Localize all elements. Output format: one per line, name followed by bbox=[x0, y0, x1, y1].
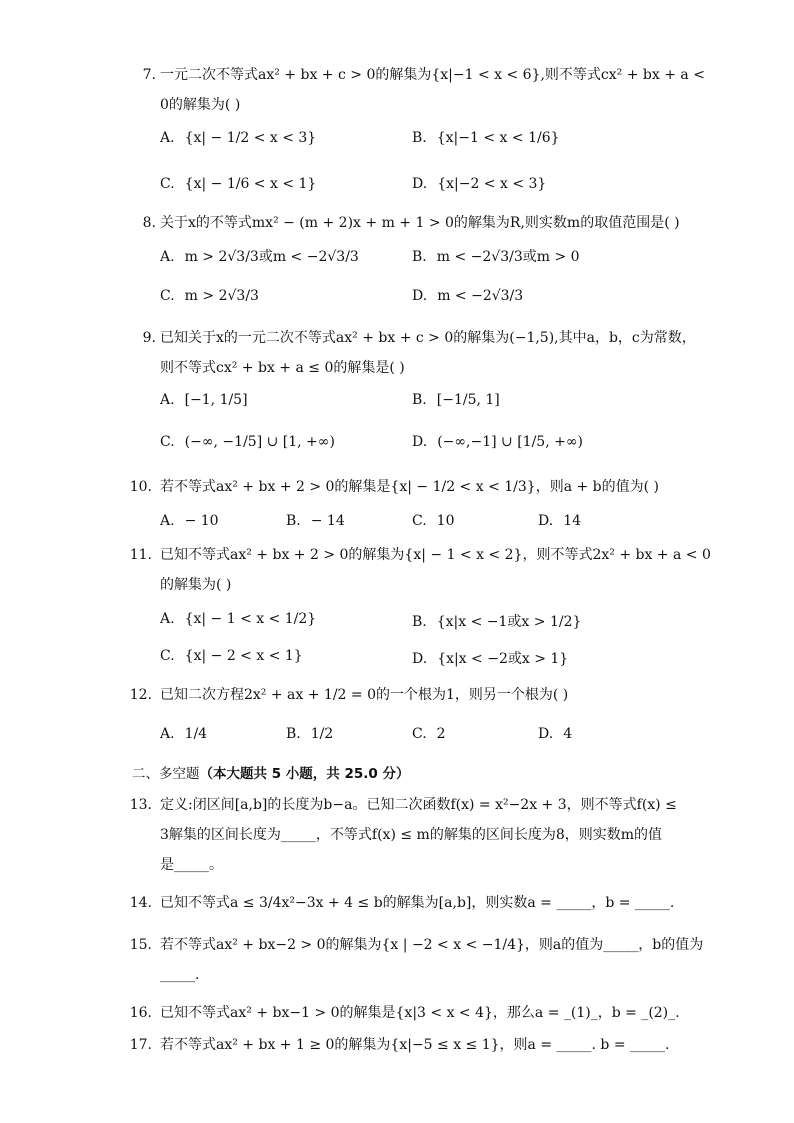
question-number: 7. bbox=[142, 67, 156, 83]
stem-line: 已知不等式a ≤ 3/4x²−3x + 4 ≤ b的解集为[a,b]，则实数a = _____，b = _____. bbox=[160, 895, 675, 911]
option-b[interactable]: B. 1/2 bbox=[286, 726, 334, 742]
question-stem bbox=[160, 998, 680, 1028]
option-d[interactable]: D. {x|−2 < x < 3} bbox=[412, 176, 547, 192]
option-c[interactable]: C. {x| − 2 < x < 1} bbox=[160, 648, 303, 664]
option-b[interactable]: B. {x|x < −1或x > 1/2} bbox=[412, 614, 582, 630]
option-c[interactable]: C. {x| − 1/6 < x < 1} bbox=[160, 176, 317, 192]
option-d[interactable]: D. (−∞,−1] ∪ [1/5, +∞) bbox=[412, 434, 583, 450]
option-c[interactable]: C. 2 bbox=[412, 726, 446, 742]
stem-line: 若不等式ax² + bx−2 > 0的解集为{x | −2 < x < −1/4}，则a的值为_____，b的值为 bbox=[160, 937, 704, 953]
section-heading bbox=[132, 762, 410, 782]
question-number: 13. bbox=[129, 797, 152, 813]
question-stem bbox=[160, 540, 711, 600]
stem-line: 则不等式cx² + bx + a ≤ 0的解集是( ) bbox=[160, 360, 405, 376]
stem-line: 是_____。 bbox=[160, 857, 223, 873]
stem-line: 已知二次方程2x² + ax + 1/2 = 0的一个根为1，则另一个根为( ) bbox=[160, 687, 569, 703]
question-stem bbox=[160, 60, 705, 120]
section-title: 二、多空题 bbox=[132, 766, 200, 782]
stem-line: 定义:闭区间[a,b]的长度为b−a。已知二次函数f(x) = x²−2x + 3，则不等式f(x) ≤ bbox=[160, 797, 677, 813]
option-c[interactable]: C. (−∞, −1/5] ∪ [1, +∞) bbox=[160, 434, 335, 450]
stem-line: 0的解集为( ) bbox=[160, 97, 241, 113]
option-b[interactable]: B. − 14 bbox=[286, 513, 345, 529]
stem-line: 若不等式ax² + bx + 1 ≥ 0的解集为{x|−5 ≤ x ≤ 1}，则a = _____. b = _____. bbox=[160, 1037, 670, 1053]
option-d[interactable]: D. {x|x < −2或x > 1} bbox=[412, 651, 569, 667]
stem-line: 若不等式ax² + bx + 2 > 0的解集是{x| − 1/2 < x < 1/3}，则a + b的值为( ) bbox=[160, 479, 660, 495]
question-number: 11. bbox=[129, 547, 152, 563]
option-d[interactable]: D. 14 bbox=[538, 513, 582, 529]
question-number: 8. bbox=[142, 215, 156, 231]
question-stem bbox=[160, 1030, 670, 1060]
question-stem bbox=[160, 472, 670, 502]
question-stem bbox=[160, 680, 670, 710]
stem-line: 关于x的不等式mx² − (m + 2)x + m + 1 > 0的解集为R,则实数m的取值范围是( ) bbox=[160, 215, 680, 231]
question-stem bbox=[160, 208, 680, 238]
option-a[interactable]: A. [−1, 1/5] bbox=[160, 392, 248, 408]
option-a[interactable]: A. {x| − 1/2 < x < 3} bbox=[160, 130, 317, 146]
option-d[interactable]: D. 4 bbox=[538, 726, 573, 742]
option-b[interactable]: B. [−1/5, 1] bbox=[412, 392, 500, 408]
question-number: 14. bbox=[129, 895, 152, 911]
stem-line: 3解集的区间长度为_____，不等式f(x) ≤ m的解集的区间长度为8，则实数m的值 bbox=[160, 827, 662, 843]
section-detail: （本大题共 5 小题，共 25.0 分） bbox=[199, 766, 410, 782]
option-b[interactable]: B. m < −2√3/3或m > 0 bbox=[412, 249, 580, 265]
option-a[interactable]: A. 1/4 bbox=[160, 726, 208, 742]
question-stem bbox=[160, 790, 677, 880]
option-c[interactable]: C. 10 bbox=[412, 513, 455, 529]
option-c[interactable]: C. m > 2√3/3 bbox=[160, 288, 259, 304]
option-a[interactable]: A. m > 2√3/3或m < −2√3/3 bbox=[160, 249, 359, 265]
stem-line: 的解集为( ) bbox=[160, 577, 232, 593]
question-number: 15. bbox=[129, 937, 152, 953]
question-stem bbox=[160, 888, 675, 918]
question-number: 10. bbox=[129, 479, 152, 495]
stem-line: 已知不等式ax² + bx + 2 > 0的解集为{x| − 1 < x < 2}，则不等式2x² + bx + a < 0 bbox=[160, 547, 711, 563]
question-stem bbox=[160, 930, 704, 990]
question-number: 17. bbox=[129, 1037, 152, 1053]
stem-line: 一元二次不等式ax² + bx + c > 0的解集为{x|−1 < x < 6},则不等式cx² + bx + a < bbox=[160, 67, 705, 83]
stem-line: 已知关于x的一元二次不等式ax² + bx + c > 0的解集为(−1,5),其中a，b，c为常数， bbox=[160, 330, 696, 346]
question-number: 16. bbox=[129, 1005, 152, 1021]
stem-line: _____. bbox=[160, 967, 200, 983]
stem-line: 已知不等式ax² + bx−1 > 0的解集是{x|3 < x < 4}，那么a = _(1)_，b = _(2)_. bbox=[160, 1005, 680, 1021]
question-number: 12. bbox=[129, 687, 152, 703]
option-d[interactable]: D. m < −2√3/3 bbox=[412, 288, 524, 304]
option-a[interactable]: A. − 10 bbox=[160, 513, 219, 529]
option-b[interactable]: B. {x|−1 < x < 1/6} bbox=[412, 130, 560, 146]
option-a[interactable]: A. {x| − 1 < x < 1/2} bbox=[160, 611, 317, 627]
question-number: 9. bbox=[142, 330, 156, 346]
question-stem bbox=[160, 323, 696, 383]
